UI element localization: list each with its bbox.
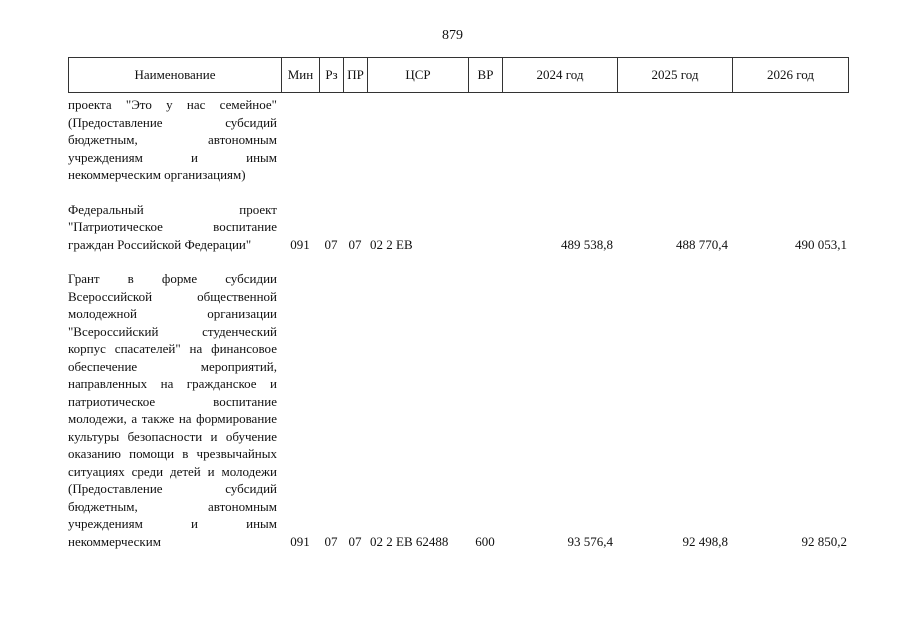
header-name: Наименование xyxy=(69,58,282,92)
table-row xyxy=(68,96,849,184)
row-csr: 02 2 ЕВ 62488 xyxy=(370,533,449,549)
header-vr: ВР xyxy=(469,58,503,92)
header-2024: 2024 год xyxy=(503,58,618,92)
row-pr: 07 xyxy=(348,236,362,252)
header-min: Мин xyxy=(282,58,320,92)
row-min: 091 xyxy=(290,236,310,252)
table-row xyxy=(68,201,849,254)
header-csr: ЦСР xyxy=(368,58,469,92)
row-rz: 07 xyxy=(324,533,338,549)
row-rz: 07 xyxy=(324,236,338,252)
page-number: 879 xyxy=(442,28,463,43)
row-2026: 490 053,1 xyxy=(795,236,847,252)
table-header xyxy=(68,57,849,93)
row-2024: 489 538,8 xyxy=(561,236,613,252)
table-row xyxy=(68,270,849,550)
row-name: проекта "Это у нас семейное" (Предоставление субсидий бюджетным, автономным учреждениям и иным некоммерческим организациям) xyxy=(68,97,277,182)
header-2026: 2026 год xyxy=(767,67,814,82)
header-2025: 2025 год xyxy=(618,58,733,92)
row-name: Грант в форме субсидии Всероссийской общественной молодежной организации "Всероссийский студенческий корпус спасателей" на финансовое обеспечение мероприятий, направленных на гражданское и патриотическое воспитание молодежи, а также на формирование культуры безопасности и обучение оказанию помощи в чрезвычайных ситуациях среди детей и молодежи (Предоставление субсидий бюджетным, автономным учреждениям и иным некоммерческим xyxy=(68,271,277,549)
row-2025: 92 498,8 xyxy=(682,533,728,549)
row-csr: 02 2 ЕВ xyxy=(370,236,413,252)
header-pr: ПР xyxy=(344,58,368,92)
header-rz: Рз xyxy=(320,58,344,92)
table-body xyxy=(68,96,849,567)
row-name: Федеральный проект "Патриотическое воспитание граждан Российской Федерации" xyxy=(68,201,277,252)
row-2024: 93 576,4 xyxy=(567,533,613,549)
row-pr: 07 xyxy=(348,533,362,549)
row-vr: 600 xyxy=(475,533,495,549)
row-2025: 488 770,4 xyxy=(676,236,728,252)
row-min: 091 xyxy=(290,533,310,549)
row-2026: 92 850,2 xyxy=(801,533,847,549)
